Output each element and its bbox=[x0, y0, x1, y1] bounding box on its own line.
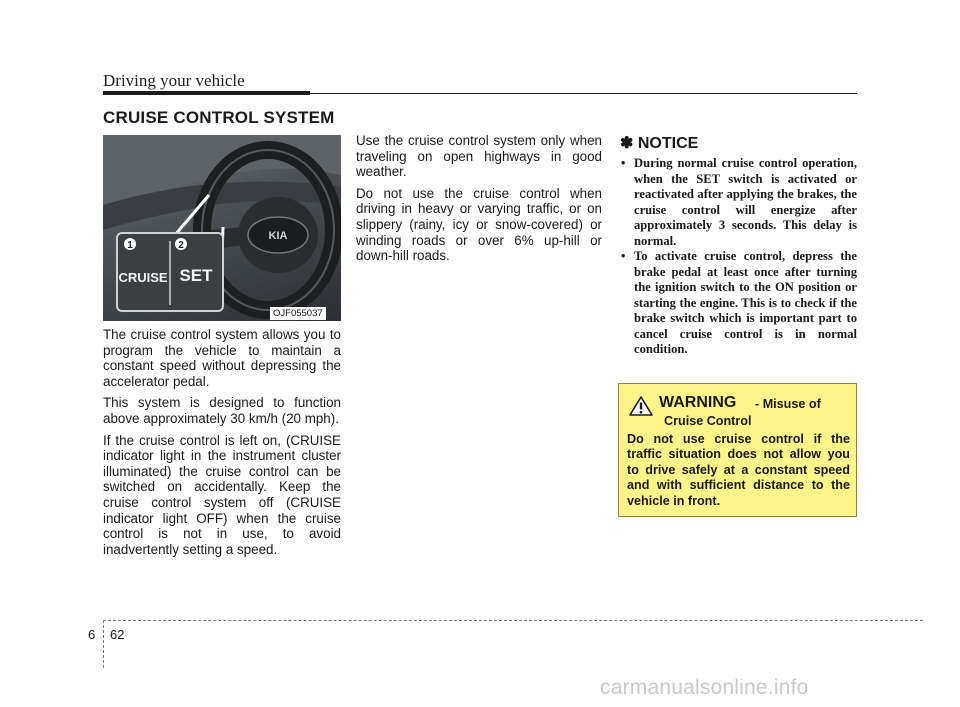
warning-subtitle-2: Cruise Control bbox=[664, 414, 752, 428]
paragraph: If the cruise control is left on, (CRUISE indicator light in the instrument cluster illuminated) the cruise control can be switched on accidentally. Keep the cruise control system off (CRUISE indicator light OFF) when the cruise control is not in use, to avoid inadvertently setting a speed. bbox=[103, 432, 341, 557]
body-column-1 bbox=[103, 327, 341, 563]
list-item: • To activate cruise control, depress the brake pedal at least once after turning the ignition switch to the ON position or starting the engine. This is to check if the brake switch which is important part to cancel cruise control is in normal condition. bbox=[621, 249, 857, 356]
chapter-header: Driving your vehicle bbox=[103, 71, 245, 90]
warning-triangle-icon bbox=[629, 396, 653, 416]
warning-subtitle: - Misuse of bbox=[755, 397, 821, 411]
warning-box bbox=[618, 383, 857, 517]
footer-rule bbox=[103, 620, 923, 621]
notice-list bbox=[620, 156, 857, 358]
paragraph: This system is designed to function above approximately 30 km/h (20 mph). bbox=[103, 395, 341, 426]
figure-code: OJF055037 bbox=[270, 307, 326, 320]
notice-star-icon: ✽ bbox=[620, 135, 634, 152]
wheel-logo: KIA bbox=[268, 230, 288, 242]
list-item: • During normal cruise control operation, when the SET switch is activated or reactivated after applying the brakes, the cruise control will energize after approximately 3 seconds. This delay is normal. bbox=[621, 156, 857, 248]
paragraph: Do not use the cruise control when driving in heavy or varying traffic, or on slippery (rainy, icy or snow-covered) or winding roads or over 6% up-hill or down-hill roads. bbox=[356, 185, 602, 264]
callout-1: 1 bbox=[127, 240, 133, 251]
warning-title: WARNING bbox=[659, 394, 737, 411]
header-rule-thin bbox=[310, 93, 857, 94]
body-column-2 bbox=[356, 133, 602, 270]
callout-2: 2 bbox=[178, 240, 184, 251]
notice-title: NOTICE bbox=[637, 135, 699, 152]
notice-heading bbox=[620, 133, 698, 153]
footer-vertical-rule bbox=[103, 620, 104, 668]
steering-wheel-figure bbox=[103, 135, 341, 321]
bullet-icon: • bbox=[621, 249, 626, 263]
header-rule-thick bbox=[103, 91, 310, 95]
section-title: CRUISE CONTROL SYSTEM bbox=[103, 108, 335, 127]
footer-page-number: 62 bbox=[110, 627, 125, 642]
paragraph: Use the cruise control system only when traveling on open highways in good weather. bbox=[356, 133, 602, 180]
watermark: carmanualsonline.info bbox=[600, 676, 809, 699]
set-button-label: SET bbox=[179, 266, 213, 285]
footer-chapter-number: 6 bbox=[88, 627, 96, 642]
paragraph: The cruise control system allows you to program the vehicle to maintain a constant speed without depressing the accelerator pedal. bbox=[103, 327, 341, 389]
cruise-button-label: CRUISE bbox=[118, 270, 168, 285]
warning-body: Do not use cruise control if the traffic situation does not allow you to drive safely at a constant speed and with sufficient distance to the vehicle in front. bbox=[627, 432, 850, 508]
bullet-icon: • bbox=[621, 156, 626, 170]
